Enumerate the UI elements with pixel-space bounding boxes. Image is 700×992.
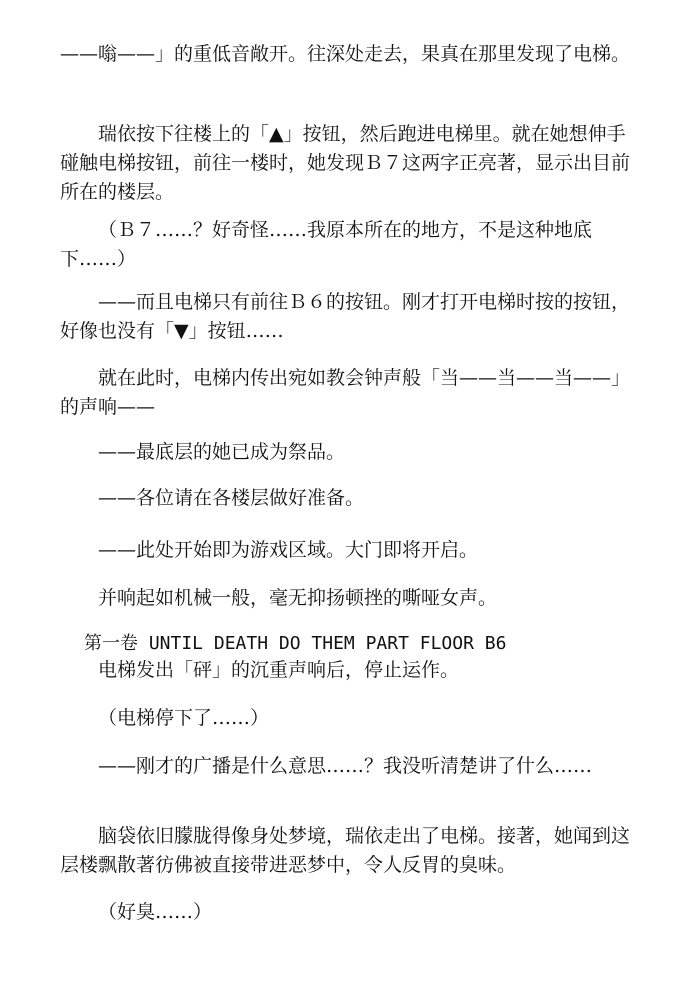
paragraph-11: （电梯停下了……） [98, 707, 270, 729]
chapter-heading: 第一卷 UNTIL DEATH DO THEM PART FLOOR B6 [84, 633, 507, 654]
paragraph-2: 瑞依按下往楼上的「▲」按钮，然后跑进电梯里。就在她想伸手碰触电梯按钮，前往一楼时，她发现Ｂ７这两字正亮著，显示出目前所在的楼层。 [60, 123, 631, 203]
paragraph-13: 脑袋依旧朦胧得像身处梦境，瑞依走出了电梯。接著，她闻到这层楼飘散著彷佛被直接带进恶梦中，令人反胃的臭味。 [60, 825, 631, 876]
paragraph-14: （好臭……） [98, 901, 213, 923]
paragraph-4: ——而且电梯只有前往Ｂ６的按钮。刚才打开电梯时按的按钮，好像也没有「▼」按钮…… [60, 291, 631, 342]
paragraph-8: ——此处开始即为游戏区域。大门即将开启。 [98, 539, 479, 561]
paragraph-12: ——刚才的广播是什么意思……？我没听清楚讲了什么…… [98, 755, 593, 777]
paragraph-7: ——各位请在各楼层做好准备。 [98, 487, 365, 509]
paragraph-3: （Ｂ７……？好奇怪……我原本所在的地方，不是这种地底下……） [60, 219, 593, 270]
paragraph-5: 就在此时，电梯内传出宛如教会钟声般「当——当——当——」的声响—— [60, 367, 631, 418]
paragraph-1: ——嗡——」的重低音敞开。往深处走去，果真在那里发现了电梯。 [60, 43, 631, 65]
paragraph-9: 并响起如机械一般，毫无抑扬顿挫的嘶哑女声。 [98, 587, 498, 609]
paragraph-10: 电梯发出「砰」的沉重声响后，停止运作。 [98, 659, 460, 681]
paragraph-6: ——最底层的她已成为祭品。 [98, 441, 346, 463]
